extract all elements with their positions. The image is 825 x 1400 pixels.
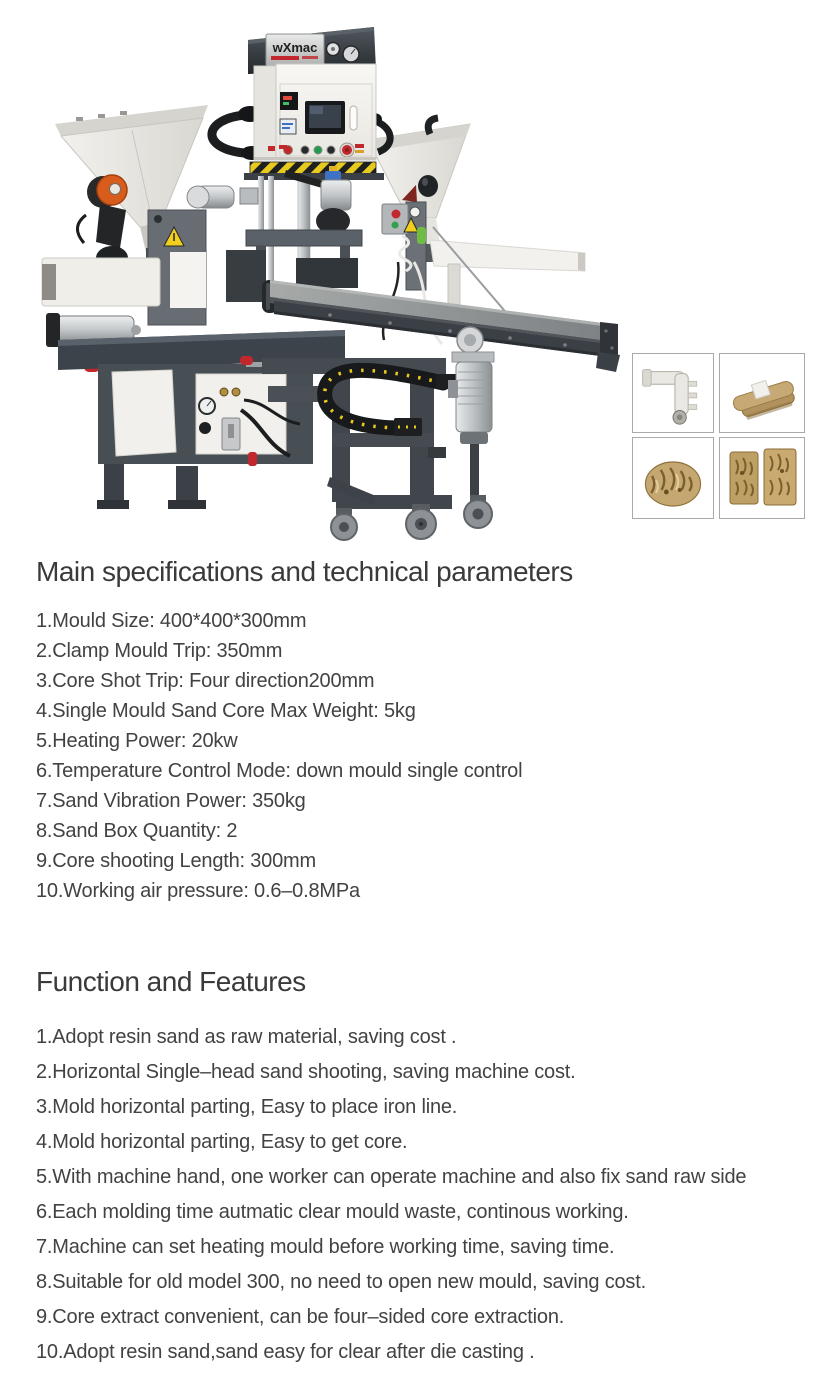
green-clamp <box>417 227 426 244</box>
feature-item-7: 7.Machine can set heating mould before working time, saving time. <box>36 1236 615 1258</box>
temperature-controller <box>280 92 298 110</box>
specs-section-title: Main specifications and technical parameters <box>36 556 573 587</box>
product-thumb-core-cluster <box>632 437 714 519</box>
spec-item-3: 3.Core Shot Trip: Four direction200mm <box>36 670 375 692</box>
feature-item-3: 3.Mold horizontal parting, Easy to place iron line. <box>36 1096 458 1118</box>
toggle-clamp[interactable] <box>240 356 253 365</box>
spec-item-10: 10.Working air pressure: 0.6–0.8MPa <box>36 880 360 902</box>
feature-item-4: 4.Mold horizontal parting, Easy to get core. <box>36 1131 408 1153</box>
red-button[interactable] <box>392 210 401 219</box>
machine-illustration <box>0 0 630 552</box>
spec-item-9: 9.Core shooting Length: 300mm <box>36 850 316 872</box>
toggle-clamp[interactable] <box>248 452 257 466</box>
spec-item-8: 8.Sand Box Quantity: 2 <box>36 820 238 842</box>
press-area <box>187 166 384 302</box>
feature-item-2: 2.Horizontal Single–head sand shooting, saving machine cost. <box>36 1061 576 1083</box>
base-cabinet <box>58 330 345 509</box>
green-button[interactable] <box>392 222 399 229</box>
spec-item-7: 7.Sand Vibration Power: 350kg <box>36 790 306 812</box>
spec-item-5: 5.Heating Power: 20kw <box>36 730 238 752</box>
vibration-motor <box>77 175 128 270</box>
feature-item-8: 8.Suitable for old model 300, no need to open new mould, saving cost. <box>36 1271 646 1293</box>
green-button[interactable] <box>314 146 322 154</box>
electrical-box <box>382 204 408 234</box>
specs-list <box>36 606 522 906</box>
gear-motor <box>448 327 494 444</box>
feature-item-10: 10.Adopt resin sand,sand easy for clear after die casting . <box>36 1341 535 1363</box>
product-thumb-core-clusters-pair <box>719 437 805 519</box>
feature-item-9: 9.Core extract convenient, can be four–sided core extraction. <box>36 1306 565 1328</box>
spec-item-4: 4.Single Mould Sand Core Max Weight: 5kg <box>36 700 416 722</box>
left-beam <box>42 258 160 306</box>
door-handle[interactable] <box>350 106 357 130</box>
machine-photo <box>0 0 630 552</box>
brand-plate-text: wXmac <box>272 40 318 55</box>
product-gallery <box>632 353 805 519</box>
feature-item-6: 6.Each molding time autmatic clear mould waste, continous working. <box>36 1201 629 1223</box>
black-knob[interactable] <box>199 422 211 434</box>
control-cabinet <box>254 64 376 160</box>
spec-item-6: 6.Temperature Control Mode: down mould single control <box>36 760 523 782</box>
feature-item-1: 1.Adopt resin sand as raw material, saving cost . <box>36 1026 457 1048</box>
black-button[interactable] <box>327 146 335 154</box>
spec-item-1: 1.Mould Size: 400*400*300mm <box>36 610 307 632</box>
product-thumb-elbow-core <box>632 353 714 433</box>
features-section-title: Function and Features <box>36 966 306 997</box>
feature-item-5: 5.With machine hand, one worker can operate machine and also fix sand raw side <box>36 1166 747 1188</box>
product-thumb-angled-core <box>719 353 805 433</box>
spec-item-2: 2.Clamp Mould Trip: 350mm <box>36 640 283 662</box>
meter-display <box>280 119 296 134</box>
brand-plate-red-label <box>271 56 299 60</box>
features-list <box>36 1020 746 1370</box>
black-button[interactable] <box>301 146 309 154</box>
